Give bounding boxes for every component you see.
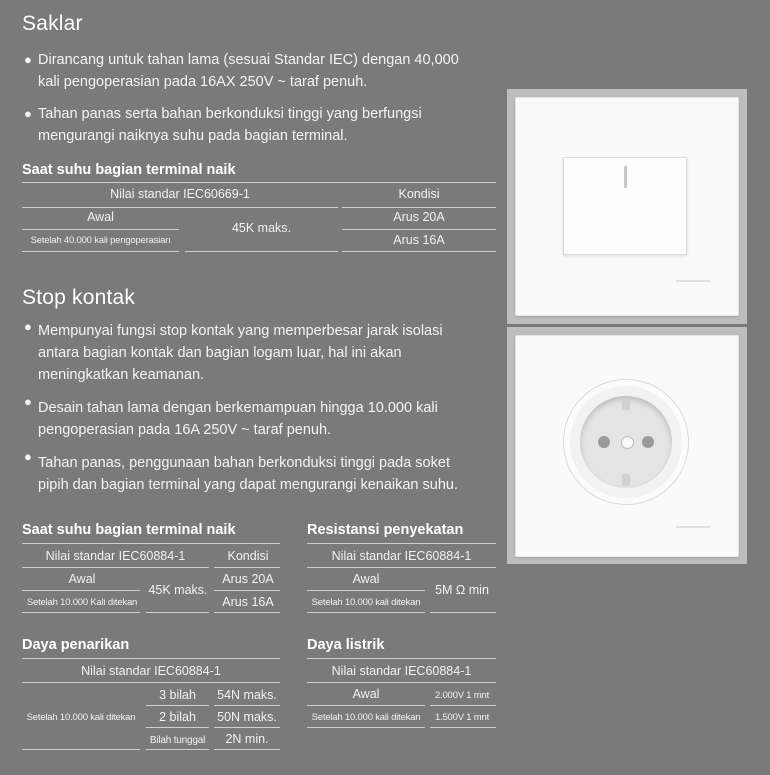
bullet-line: antara bagian kontak dan bagian logam luar, hal ini akan bbox=[38, 345, 402, 361]
bullet-line: kali pengoperasian pada 16AX 250V ~ taraf penuh. bbox=[38, 74, 368, 90]
table-cell-awal: Awal bbox=[352, 572, 380, 586]
bullet-dot-icon: ● bbox=[24, 319, 32, 334]
bullet-line: meningkatkan keamanan. bbox=[38, 367, 205, 383]
table-header-standard: Nilai standar IEC60669-1 bbox=[110, 187, 250, 201]
brand-mark bbox=[676, 526, 710, 528]
table-cell-arus-16a: Arus 16A bbox=[393, 233, 445, 247]
table-cell-setelah: Setelah 10.000 kali ditekan bbox=[311, 712, 421, 723]
table-cell-setelah: Setelah 10.000 Kali ditekan bbox=[26, 597, 138, 608]
bullet-dot-icon: ● bbox=[24, 52, 32, 67]
bullet-line: Mempunyai fungsi stop kontak yang memperbesar jarak isolasi bbox=[38, 323, 443, 339]
table-cell-value: 45K maks. bbox=[231, 221, 292, 235]
stop-kontak-title: Stop kontak bbox=[22, 286, 136, 309]
table-header-standard: Nilai standar IEC60884-1 bbox=[81, 664, 221, 678]
bullet-line: Desain tahan lama dengan berkemampuan hingga 10.000 kali bbox=[38, 400, 438, 416]
pull-row-value: 2N min. bbox=[225, 732, 269, 746]
bullet-line: mengurangi naiknya suhu pada bagian terminal. bbox=[38, 128, 348, 144]
stop-kontak-bullet-1 bbox=[24, 320, 504, 386]
pull-row-label: Bilah tunggal bbox=[149, 735, 206, 746]
table-cell-awal: Awal bbox=[68, 572, 96, 586]
pull-row-label: 2 bilah bbox=[159, 710, 196, 724]
table-cell-value: 45K maks. bbox=[148, 583, 208, 597]
table-header-standard: Nilai standar IEC60884-1 bbox=[331, 549, 472, 563]
saklar-bullet-1 bbox=[24, 49, 504, 93]
pull-table-title: Daya penarikan bbox=[22, 637, 130, 653]
stop-kontak-bullet-2 bbox=[24, 394, 504, 441]
table-cell-awal: Awal bbox=[87, 210, 114, 224]
switch-rocker bbox=[563, 157, 687, 255]
bullet-line: Dirancang untuk tahan lama (sesuai Standar IEC) dengan 40,000 bbox=[38, 52, 459, 68]
table-cell-setelah: Setelah 40.000 kali pengoperasian bbox=[30, 235, 171, 246]
table-cell-awal-value: 2.000V 1 mnt bbox=[434, 690, 490, 701]
power-table-title: Daya listrik bbox=[307, 637, 385, 653]
table-header-standard: Nilai standar IEC60884-1 bbox=[45, 549, 186, 563]
stop-kontak-bullet-3 bbox=[24, 449, 504, 496]
socket-hole-right bbox=[642, 436, 654, 448]
bullet-dot-icon: ● bbox=[24, 394, 32, 409]
table-header-kondisi: Kondisi bbox=[227, 549, 269, 563]
bullet-dot-icon: ● bbox=[24, 106, 32, 121]
bullet-line: Tahan panas serta bahan berkonduksi tinggi yang berfungsi bbox=[38, 106, 422, 122]
table-cell-value: 5M Ω min bbox=[435, 583, 489, 597]
pull-row-label: 3 bilah bbox=[159, 688, 196, 702]
socket-ring bbox=[564, 380, 688, 504]
socket-hole-left bbox=[598, 436, 610, 448]
saklar-bullet-2 bbox=[24, 103, 504, 147]
saklar-title: Saklar bbox=[22, 12, 83, 35]
bullet-line: pengoperasian pada 16A 250V ~ taraf penuh. bbox=[38, 422, 332, 438]
socket-screw bbox=[621, 436, 634, 449]
table-cell-arus-16a: Arus 16A bbox=[222, 595, 274, 609]
table-cell-setelah: Setelah 10.000 kali ditekan bbox=[26, 712, 136, 723]
terminal-table-title: Saat suhu bagian terminal naik bbox=[22, 522, 236, 538]
socket-photo bbox=[507, 327, 747, 564]
switch-photo bbox=[507, 89, 747, 324]
table-header-standard: Nilai standar IEC60884-1 bbox=[331, 664, 472, 678]
indicator-line bbox=[624, 166, 627, 188]
brand-mark bbox=[676, 280, 710, 282]
table-cell-awal: Awal bbox=[352, 687, 380, 701]
table-cell-arus-20a: Arus 20A bbox=[222, 572, 274, 586]
earth-clip-bottom bbox=[622, 474, 630, 486]
table-cell-setelah-value: 1.500V 1 mnt bbox=[434, 712, 490, 723]
socket-plate bbox=[515, 335, 739, 557]
table-cell-arus-20a: Arus 20A bbox=[393, 210, 445, 224]
switch-plate bbox=[515, 97, 739, 316]
insulation-table-title: Resistansi penyekatan bbox=[307, 522, 464, 538]
table-header-kondisi: Kondisi bbox=[398, 187, 440, 201]
bullet-dot-icon: ● bbox=[24, 449, 32, 464]
pull-row-value: 50N maks. bbox=[217, 710, 277, 724]
socket-recess bbox=[580, 396, 672, 488]
table-cell-setelah: Setelah 10.000 kali ditekan bbox=[311, 597, 421, 608]
bullet-line: pipih dan bagian terminal yang dapat mengurangi kenaikan suhu. bbox=[38, 477, 458, 493]
saklar-table-title: Saat suhu bagian terminal naik bbox=[22, 162, 236, 178]
pull-row-value: 54N maks. bbox=[217, 688, 277, 702]
bullet-line: Tahan panas, penggunaan bahan berkonduksi tinggi pada soket bbox=[38, 455, 450, 471]
earth-clip-top bbox=[622, 398, 630, 410]
